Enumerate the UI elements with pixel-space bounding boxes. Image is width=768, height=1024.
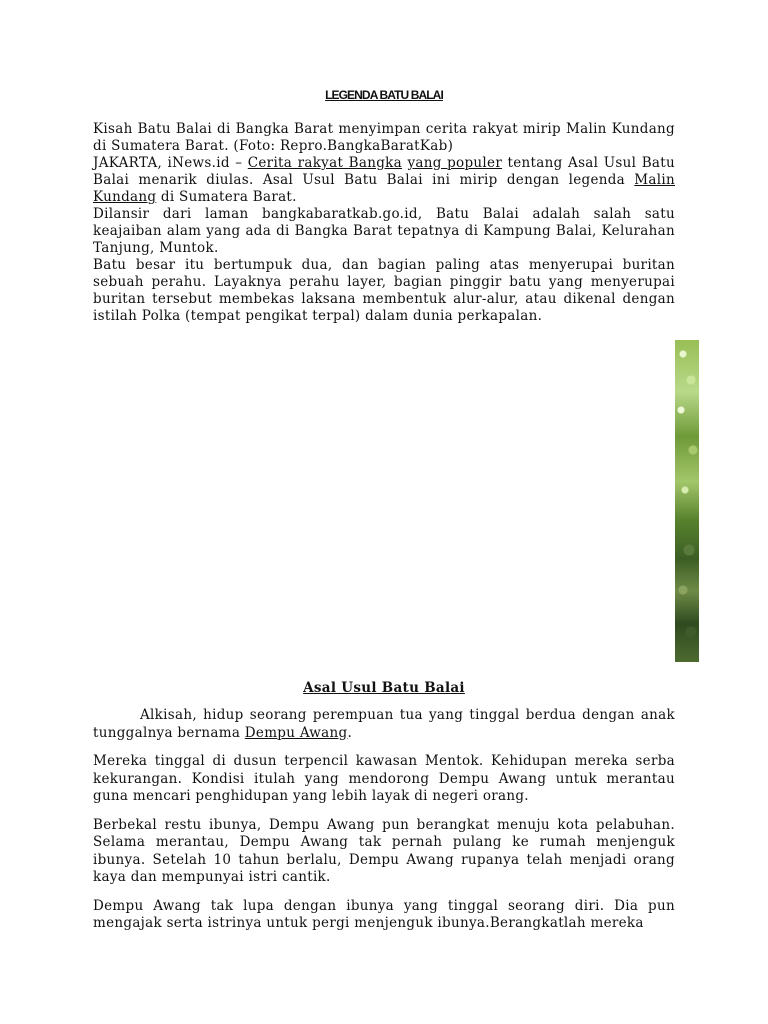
document-title: LEGENDA BATU BALAI — [325, 88, 443, 102]
story-paragraph-2: Mereka tinggal di dusun terpencil kawasan Mentok. Kehidupan mereka serba kekurangan. Kondisi itulah yang mendorong Dempu Awang untuk merantau guna mencari penghidupan yang lebih layak di negeri orang. — [93, 753, 675, 804]
link-malin-kundang[interactable]: Malin Kundang — [93, 172, 675, 205]
intro-paragraph-suffix: di Sumatera Barat. — [156, 189, 297, 205]
story-paragraph-1 — [93, 707, 675, 742]
story-paragraph-3: Berbekal restu ibunya, Dempu Awang pun berangkat menuju kota pelabuhan. Selama merantau, Dempu Awang tak pernah pulang ke rumah menjenguk ibunya. Setelah 10 tahun berlalu, Dempu Awang rupanya telah menjadi orang kaya dan mempunyai istri cantik. — [93, 816, 675, 885]
story-body — [93, 707, 675, 944]
batu-balai-photo — [675, 340, 699, 662]
intro-paragraph-prefix: JAKARTA, iNews.id – — [93, 155, 248, 171]
story-paragraph-4: Dempu Awang tak lupa dengan ibunya yang tinggal seorang diri. Dia pun mengajak serta istrinya untuk pergi menjenguk ibunya.Berangkatlah mereka — [93, 897, 675, 931]
photo-caption: Kisah Batu Balai di Bangka Barat menyimpan cerita rakyat mirip Malin Kundang di Sumatera Barat. (Foto: Repro.BangkaBaratKab) — [93, 121, 675, 154]
link-yang-populer[interactable]: yang populer — [407, 155, 503, 171]
link-dempu-awang[interactable]: Dempu Awang — [244, 724, 348, 741]
intro-paragraph-mid: tentang Asal Usul Batu Balai menarik diulas. Asal Usul Batu Balai ini mirip dengan legenda — [93, 155, 675, 188]
source-paragraph: Dilansir dari laman bangkabaratkab.go.id, Batu Balai adalah salah satu keajaiban alam yang ada di Bangka Barat tepatnya di Kampung Balai, Kelurahan Tanjung, Muntok. — [93, 206, 675, 256]
link-cerita-rakyat-bangka[interactable]: Cerita rakyat Bangka — [247, 155, 402, 171]
intro-paragraph — [93, 155, 675, 206]
intro-section — [93, 121, 675, 325]
story-paragraph-1-text: Alkisah, hidup seorang perempuan tua yang tinggal berdua dengan anak tunggalnya bernama — [93, 707, 675, 741]
description-paragraph: Batu besar itu bertumpuk dua, dan bagian paling atas menyerupai buritan sebuah perahu. Layaknya perahu layer, bagian pinggir batu yang menyerupai buritan tersebut membekas laksana membentuk alur-alur, atau dikenal dengan istilah Polka (tempat pengikat terpal) dalam dunia perkapalan. — [93, 257, 675, 324]
section-heading: Asal Usul Batu Balai — [303, 680, 465, 696]
story-paragraph-1-end: . — [347, 724, 353, 741]
